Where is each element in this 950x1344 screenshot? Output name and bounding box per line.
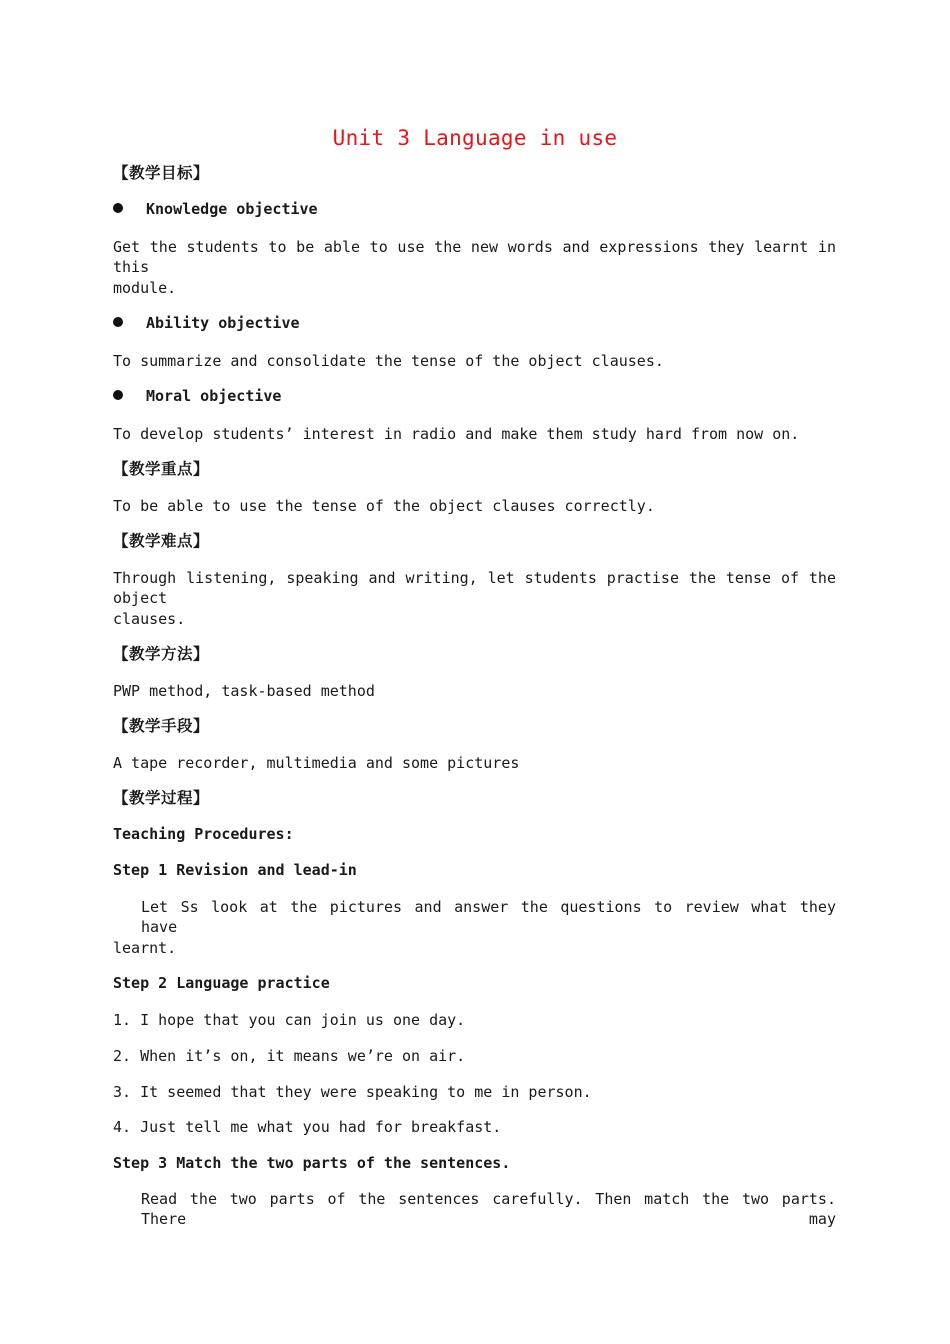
difficult-points-text-line2: clauses. [113,610,186,628]
teaching-process-heading: 【教学过程】 [113,789,210,807]
step2-item: 4. Just tell me what you had for breakfast. [113,1118,502,1136]
step3-text: Read the two parts of the sentences carefully. Then match the two parts. There may [141,1190,836,1228]
teaching-procedures-label: Teaching Procedures: [113,825,294,843]
teaching-goals-heading: 【教学目标】 [113,164,210,182]
key-points-heading: 【教学重点】 [113,460,210,478]
teaching-means-text: A tape recorder, multimedia and some pictures [113,754,520,772]
ability-objective-item [113,313,300,333]
difficult-points-heading: 【教学难点】 [113,532,210,550]
page-title: Unit 3 Language in use [332,126,618,150]
knowledge-objective-item [113,199,318,219]
moral-objective-text: To develop students’ interest in radio and make them study hard from now on. [113,425,800,443]
step1-text-line2: learnt. [113,939,177,957]
step2-item: 2. When it’s on, it means we’re on air. [113,1047,466,1065]
step3-heading: Step 3 Match the two parts of the sentences. [113,1154,511,1172]
moral-objective-item [113,386,281,406]
difficult-points-text-line1: Through listening, speaking and writing, let students practise the tense of the object [113,569,836,607]
key-points-text: To be able to use the tense of the object clauses correctly. [113,497,655,515]
step2-item: 3. It seemed that they were speaking to me in person. [113,1083,592,1101]
bullet-icon [113,203,123,213]
teaching-methods-heading: 【教学方法】 [113,645,210,663]
step2-heading: Step 2 Language practice [113,974,330,992]
bullet-icon [113,390,123,400]
knowledge-objective-label: Knowledge objective [146,200,318,218]
moral-objective-label: Moral objective [146,387,282,405]
step1-text-line1: Let Ss look at the pictures and answer the questions to review what they have [141,898,836,936]
step1-heading: Step 1 Revision and lead-in [113,861,357,879]
bullet-icon [113,317,123,327]
teaching-means-heading: 【教学手段】 [113,717,210,735]
knowledge-objective-text-line1: Get the students to be able to use the new words and expressions they learnt in this [113,238,836,276]
knowledge-objective-text-line2: module. [113,279,177,297]
teaching-methods-text: PWP method, task-based method [113,682,375,700]
step2-item: 1. I hope that you can join us one day. [113,1011,466,1029]
ability-objective-text: To summarize and consolidate the tense of the object clauses. [113,352,664,370]
ability-objective-label: Ability objective [146,314,300,332]
